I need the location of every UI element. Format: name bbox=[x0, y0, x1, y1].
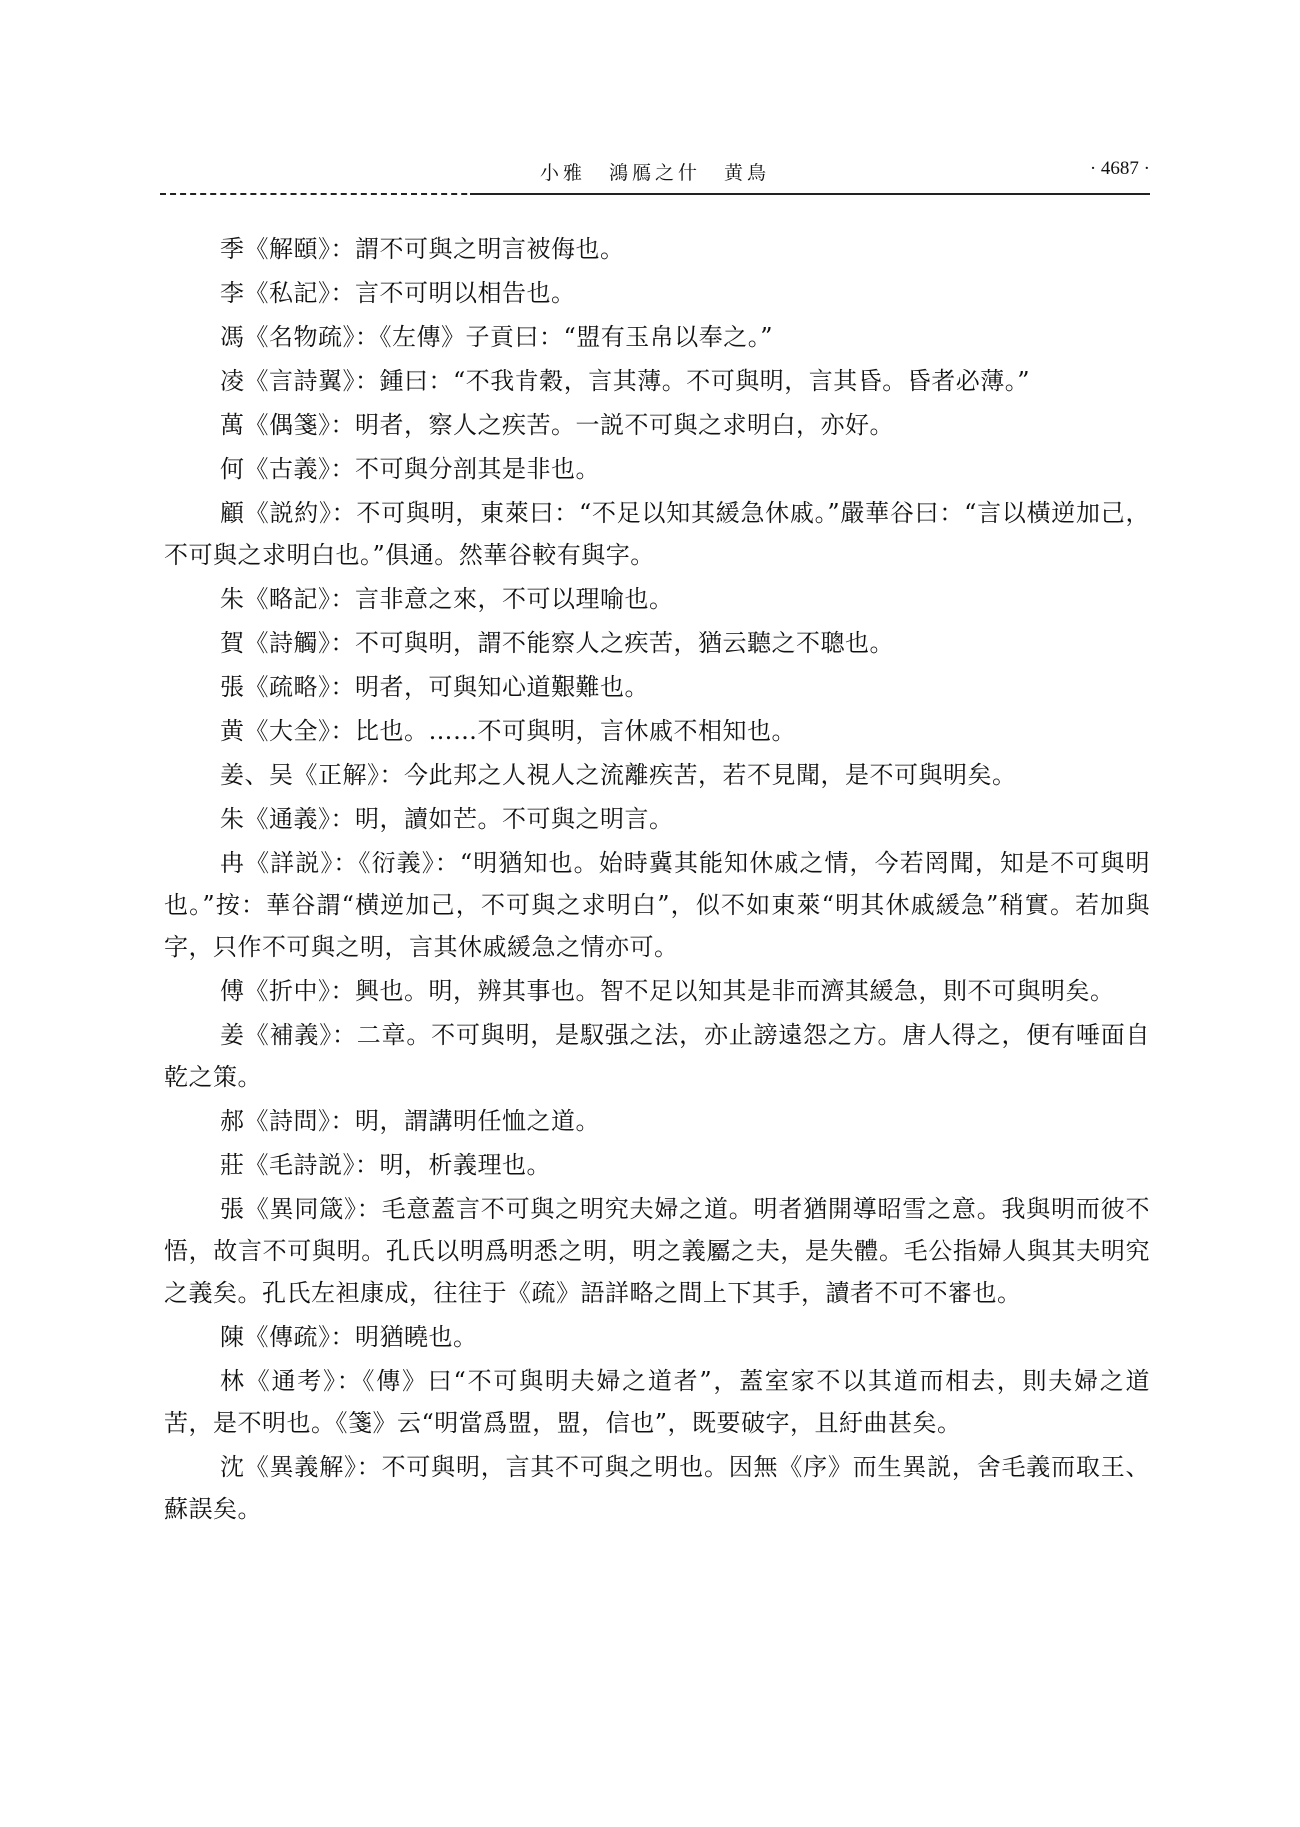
paragraph: 陳《傳疏》：明猶曉也。 bbox=[220, 1323, 478, 1351]
paragraph: 沈《異義解》：不可與明，言其不可與之明也。因無《序》而生異説，舍毛義而取王、蘇誤矣。 bbox=[164, 1453, 1150, 1523]
paragraph: 林《通考》：《傳》曰“不可與明夫婦之道者”，蓋室家不以其道而相去，則夫婦之道苦，是不明也。《箋》云“明當爲盟，盟，信也”，既要破字，且紆曲甚矣。 bbox=[164, 1367, 1150, 1437]
paragraph: 李《私記》：言不可明以相告也。 bbox=[220, 279, 576, 307]
page-number: · 4687 · bbox=[1089, 158, 1150, 179]
paragraph: 馮《名物疏》：《左傳》子貢曰：“盟有玉帛以奉之。” bbox=[220, 323, 774, 351]
paragraph: 朱《通義》：明，讀如芒。不可與之明言。 bbox=[220, 805, 674, 833]
header-rule-solid bbox=[470, 193, 1150, 195]
paragraph: 姜《補義》：二章。不可與明，是馭强之法，亦止謗遠怨之方。唐人得之，便有唾面自乾之策。 bbox=[164, 1021, 1150, 1091]
paragraph: 傅《折中》：興也。明，辨其事也。智不足以知其是非而濟其緩急，則不可與明矣。 bbox=[220, 977, 1115, 1005]
paragraph: 萬《偶箋》：明者，察人之疾苦。一説不可與之求明白，亦好。 bbox=[220, 411, 894, 439]
running-head bbox=[160, 158, 1150, 188]
paragraph: 冉《詳説》：《衍義》：“明猶知也。始時冀其能知休戚之情，今若罔聞，知是不可與明也。”按：華谷謂“横逆加己，不可與之求明白”，似不如東萊“明其休戚緩急”稍實。若加與字，只作不可與之明，言其休戚緩急之情亦可。 bbox=[164, 849, 1150, 961]
paragraph: 張《異同箴》：毛意蓋言不可與之明究夫婦之道。明者猶開導昭雪之意。我與明而彼不悟，故言不可與明。孔氏以明爲明悉之明，明之義屬之夫，是失體。毛公指婦人與其夫明究之義矣。孔氏左袒康成，往往于《疏》語詳略之間上下其手，讀者不可不審也。 bbox=[164, 1195, 1150, 1307]
paragraph: 賀《詩觸》：不可與明，謂不能察人之疾苦，猶云聽之不聰也。 bbox=[220, 629, 894, 657]
paragraph: 張《疏略》：明者，可與知心道艱難也。 bbox=[220, 673, 649, 701]
paragraph: 凌《言詩翼》：鍾曰：“不我肯穀，言其薄。不可與明，言其昏。昏者必薄。” bbox=[220, 367, 1031, 395]
paragraph: 莊《毛詩説》：明，析義理也。 bbox=[220, 1151, 551, 1179]
paragraph: 何《古義》：不可與分剖其是非也。 bbox=[220, 455, 600, 483]
paragraph: 顧《説約》：不可與明，東萊曰：“不足以知其緩急休戚。”嚴華谷曰：“言以橫逆加己，不可與之求明白也。”俱通。然華谷較有與字。 bbox=[164, 499, 1150, 569]
paragraph: 季《解頤》：謂不可與之明言被侮也。 bbox=[220, 235, 625, 263]
paragraph: 黄《大全》：比也。……不可與明，言休戚不相知也。 bbox=[220, 717, 796, 745]
paragraph: 朱《略記》：言非意之來，不可以理喻也。 bbox=[220, 585, 674, 613]
body-text bbox=[164, 228, 1150, 1532]
paragraph: 郝《詩問》：明，謂講明任恤之道。 bbox=[220, 1107, 600, 1135]
paragraph: 姜、吴《正解》：今此邦之人視人之流離疾苦，若不見聞，是不可與明矣。 bbox=[220, 761, 1017, 789]
header-title: 小雅 鴻鴈之什 黄鳥 bbox=[539, 162, 770, 184]
